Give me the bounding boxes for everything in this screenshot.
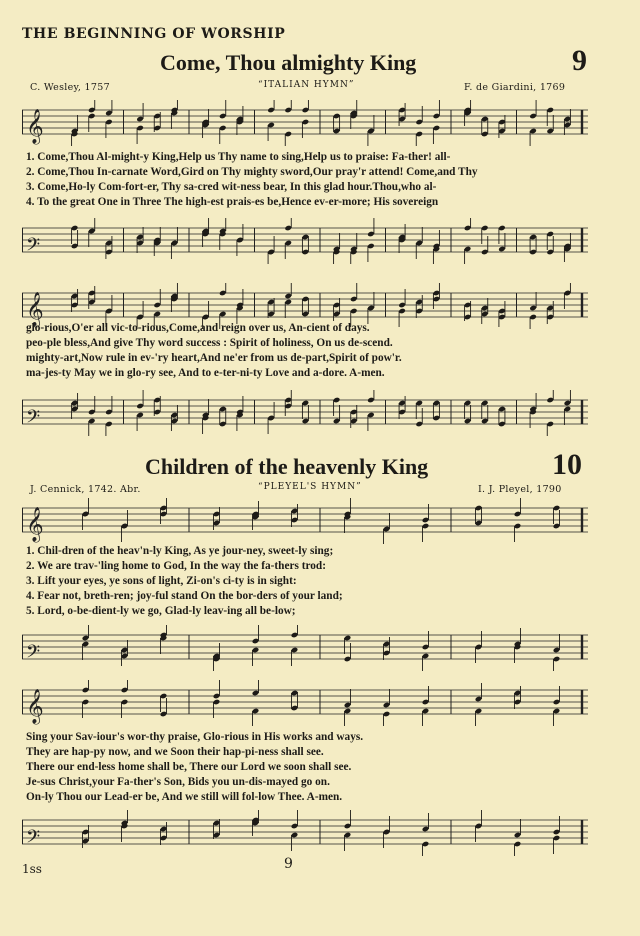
hymn-9-verse-line: 4. To the great One in Three The high-est prais-es be,Hence ev-er-more; His sovereign xyxy=(26,196,439,208)
hymn-9-verse-line: 3. Come,Ho-ly Com-fort-er, Thy sa-cred wit-ness bear, In this glad hour.Thou,who al- xyxy=(26,181,437,193)
hymn-9-tune-name: “ITALIAN HYMN” xyxy=(258,80,355,90)
svg-text:𝄢: 𝄢 xyxy=(26,642,41,667)
svg-text:𝄢: 𝄢 xyxy=(26,827,41,852)
hymn-9-verse-line: peo-ple bless,And give Thy word success : Spirit of holiness, On us de-scend. xyxy=(26,337,393,349)
hymn-10-verse-line: They are hap-py now, and we Soon their hap-pi-ness shall see. xyxy=(26,746,324,758)
hymn-10-bass-staff-1 xyxy=(22,625,588,671)
hymn-10-verse-line: 1. Chil-dren of the heav'n-ly King, As ye jour-ney, sweet-ly sing; xyxy=(26,545,334,557)
hymn-9-title: Come, Thou almighty King xyxy=(160,50,417,75)
hymn-10-verse-line: Sing your Sav-iour's wor-thy praise, Glo-rious in His works and ways. xyxy=(26,731,364,743)
staff-graphic xyxy=(22,218,588,264)
svg-text:𝄞: 𝄞 xyxy=(26,689,44,724)
hymn-10-music-credit: I. J. Pleyel, 1790 xyxy=(478,484,562,495)
hymn-9-music-credit: F. de Giardini, 1769 xyxy=(464,82,566,93)
hymn-9-verse-line: ma-jes-ty May we in glo-ry see, And to e-ter-ni-ty Love and a-dore. A-men. xyxy=(26,367,385,379)
hymn-10-treble-staff-2 xyxy=(22,680,588,726)
hymn-10-verse-line: 4. Fear not, breth-ren; joy-ful stand On the bor-ders of your land; xyxy=(26,590,343,602)
svg-text:𝄢: 𝄢 xyxy=(26,235,41,260)
hymn-9-bass-staff-2 xyxy=(22,390,588,436)
staff-graphic xyxy=(22,390,588,436)
hymn-10-verse-line: 3. Lift your eyes, ye sons of light, Zi-on's ci-ty is in sight: xyxy=(26,575,297,587)
page-number: 9 xyxy=(284,856,293,872)
hymn-9-treble-staff-1 xyxy=(22,100,588,146)
hymn-10-verse-line: Je-sus Christ,your Fa-ther's Son, Bids you un-dis-mayed go on. xyxy=(26,776,330,788)
staff-graphic xyxy=(22,810,588,856)
hymn-9-verse-line: 1. Come,Thou Al-might-y King,Help us Thy name to sing,Help us to praise: Fa-ther! all- xyxy=(26,151,451,163)
hymn-10-words-credit: J. Cennick, 1742. Abr. xyxy=(30,484,141,495)
svg-text:𝄞: 𝄞 xyxy=(26,292,44,327)
hymn-10-tune-name: “PLEYEL'S HYMN” xyxy=(258,482,362,492)
hymn-10-verse-line: 5. Lord, o-be-dient-ly we go, Glad-ly leav-ing all be-low; xyxy=(26,605,296,617)
hymn-9-number: 9 xyxy=(572,44,587,77)
hymn-10-bass-staff-2 xyxy=(22,810,588,856)
hymn-10-treble-staff-1 xyxy=(22,498,588,544)
svg-text:𝄞: 𝄞 xyxy=(26,507,44,542)
staff-graphic xyxy=(22,498,588,544)
hymn-10-verse-line: On-ly Thou our Lead-er be, And we still will fol-low Thee. A-men. xyxy=(26,791,343,803)
staff-graphic xyxy=(22,625,588,671)
section-header: THE BEGINNING OF WORSHIP xyxy=(22,26,286,42)
svg-text:𝄞: 𝄞 xyxy=(26,109,44,144)
hymn-9-bass-staff-1 xyxy=(22,218,588,264)
hymn-9-verse-line: glo-rious,O'er all vic-to-rious,Come,and reign over us, An-cient of days. xyxy=(26,322,370,334)
hymn-9-verse-line: 2. Come,Thou In-carnate Word,Gird on Thy mighty sword,Our pray'r attend! Come,and Thy xyxy=(26,166,478,178)
hymn-9-words-credit: C. Wesley, 1757 xyxy=(30,82,110,93)
hymn-10-title: Children of the heavenly King xyxy=(145,454,429,479)
hymn-10-number: 10 xyxy=(552,448,582,481)
hymn-10-verse-line: 2. We are trav-'ling home to God, In the way the fa-thers trod: xyxy=(26,560,326,572)
staff-graphic xyxy=(22,680,588,726)
footer-mark: 1ss xyxy=(22,862,42,876)
hymn-10-verse-line: There our end-less home shall be, There our Lord we soon shall see. xyxy=(26,761,352,773)
hymn-9-verse-line: mighty-art,Now rule in ev-'ry heart,And ne'er from us de-part,Spirit of pow'r. xyxy=(26,352,402,364)
staff-graphic xyxy=(22,100,588,146)
svg-text:𝄢: 𝄢 xyxy=(26,407,41,432)
